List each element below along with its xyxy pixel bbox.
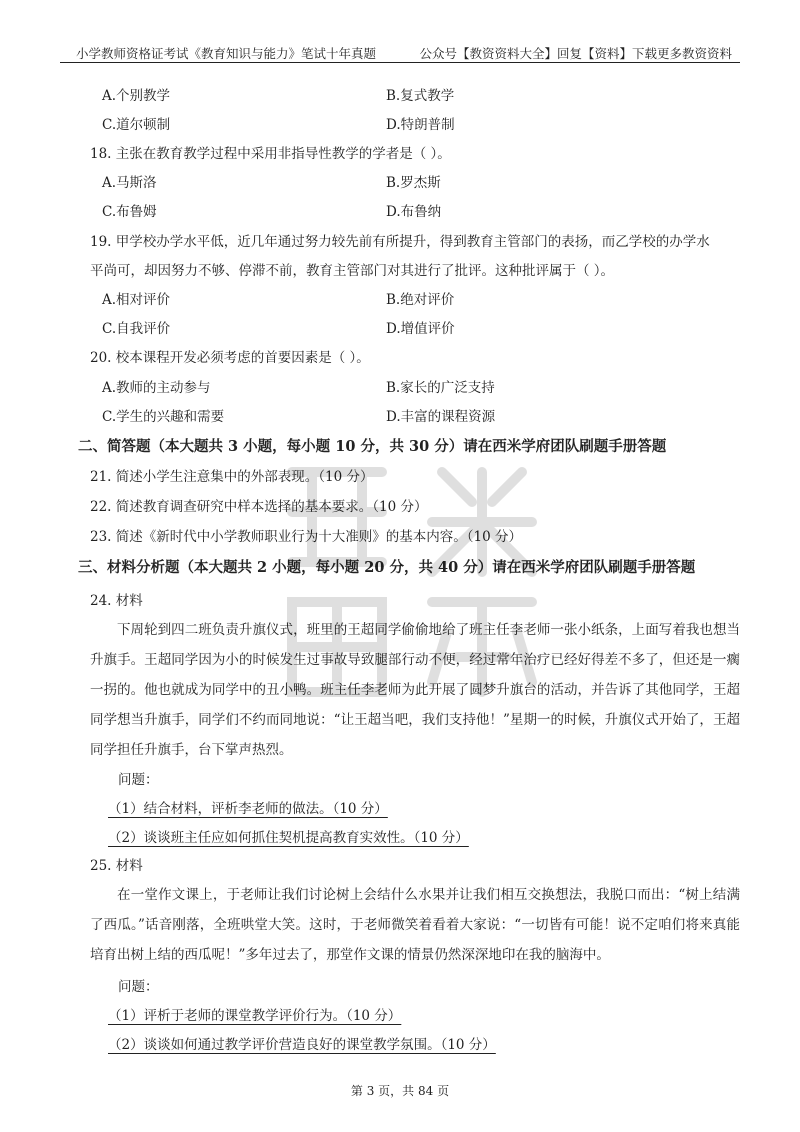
q25-question-label: 问题： xyxy=(118,979,159,995)
q25-label: 25. 材料 xyxy=(90,858,143,874)
q18-option-d: D.布鲁纳 xyxy=(386,204,442,220)
q17-option-c: C.道尔顿制 xyxy=(102,117,171,133)
q20-option-b: B.家长的广泛支持 xyxy=(386,380,495,396)
q25-subquestion-1: （1）评析于老师的课堂教学评价行为。（10 分） xyxy=(108,1008,402,1024)
q25-subquestion-2: （2）谈谈如何通过教学评价营造良好的课堂教学氛围。（10 分） xyxy=(108,1037,496,1053)
section3-title: 三、材料分析题（本大题共 2 小题，每小题 20 分，共 40 分）请在西米学府团队刷题手册答题 xyxy=(78,559,696,576)
q24-subquestion-1: （1）结合材料，评析李老师的做法。（10 分） xyxy=(108,801,388,817)
q25-material xyxy=(90,880,740,970)
q24-label: 24. 材料 xyxy=(90,593,143,609)
header-promo: 公众号【教资资料大全】回复【资料】下载更多教资资料 xyxy=(419,46,732,61)
q19-stem-line1: 19. 甲学校办学水平低，近几年通过努力较先前有所提升，得到教育主管部门的表扬，而乙学校的办学水 xyxy=(90,234,710,250)
q23-stem: 23. 简述《新时代中小学教师职业行为十大准则》的基本内容。（10 分） xyxy=(90,529,522,545)
q18-stem: 18. 主张在教育教学过程中采用非指导性教学的学者是（ ）。 xyxy=(90,146,451,162)
q19-option-b: B.绝对评价 xyxy=(386,292,455,308)
q21-stem: 21. 简述小学生注意集中的外部表现。（10 分） xyxy=(90,469,374,485)
q19-option-c: C.自我评价 xyxy=(102,321,171,337)
q17-option-d: D.特朗普制 xyxy=(386,117,455,133)
q25-material-text: 在一堂作文课上，于老师让我们讨论树上会结什么水果并让我们相互交换想法，我脱口而出：“树上结满了西瓜。”话音刚落，全班哄堂大笑。这时，于老师微笑着看着大家说：“一切皆有可能！说不定咱们将来真能培育出树上结的西瓜呢！”多年过去了，那堂作文课的情景仍然深深地印在我的脑海中。 xyxy=(90,887,740,963)
q19-option-d: D.增值评价 xyxy=(386,321,455,337)
q24-question-label: 问题： xyxy=(118,772,159,788)
q18-option-c: C.布鲁姆 xyxy=(102,204,157,220)
q18-option-b: B.罗杰斯 xyxy=(386,175,441,191)
q20-option-c: C.学生的兴趣和需要 xyxy=(102,409,225,425)
q19-option-a: A.相对评价 xyxy=(102,292,171,308)
q22-stem: 22. 简述教育调查研究中样本选择的基本要求。（10 分） xyxy=(90,499,428,515)
page-footer: 第 3 页，共 84 页 xyxy=(350,1084,450,1098)
page-header xyxy=(60,38,740,63)
section2-title: 二、简答题（本大题共 3 小题，每小题 10 分，共 30 分）请在西米学府团队刷题手册答题 xyxy=(78,438,667,455)
watermark-logo xyxy=(272,452,542,712)
q17-option-b: B.复式教学 xyxy=(386,88,455,104)
q20-option-d: D.丰富的课程资源 xyxy=(386,409,496,425)
q24-material-text: 下周轮到四二班负责升旗仪式，班里的王超同学偷偷地给了班主任李老师一张小纸条，上面写着我也想当升旗手。王超同学因为小的时候发生过事故导致腿部行动不便，经过常年治疗已经好得差不多了，但还是一瘸一拐的。他也就成为同学中的丑小鸭。班主任李老师为此开展了圆梦升旗台的活动，并告诉了其他同学，王超同学想当升旗手，同学们不约而同地说：“让王超当吧，我们支持他！”星期一的时候，升旗仪式开始了，王超同学担任升旗手，台下掌声热烈。 xyxy=(90,622,740,758)
q24-subquestion-2: （2）谈谈班主任应如何抓住契机提高教育实效性。（10 分） xyxy=(108,830,469,846)
q19-stem-line2: 平尚可，却因努力不够、停滞不前，教育主管部门对其进行了批评。这种批评属于（ ）。 xyxy=(90,263,615,279)
header-title: 小学教师资格证考试《教育知识与能力》笔试十年真题 xyxy=(76,46,377,61)
q20-option-a: A.教师的主动参与 xyxy=(102,380,211,396)
q17-option-a: A.个别教学 xyxy=(102,88,171,104)
q20-stem: 20. 校本课程开发必须考虑的首要因素是（ ）。 xyxy=(90,350,370,366)
q18-option-a: A.马斯洛 xyxy=(102,175,157,191)
